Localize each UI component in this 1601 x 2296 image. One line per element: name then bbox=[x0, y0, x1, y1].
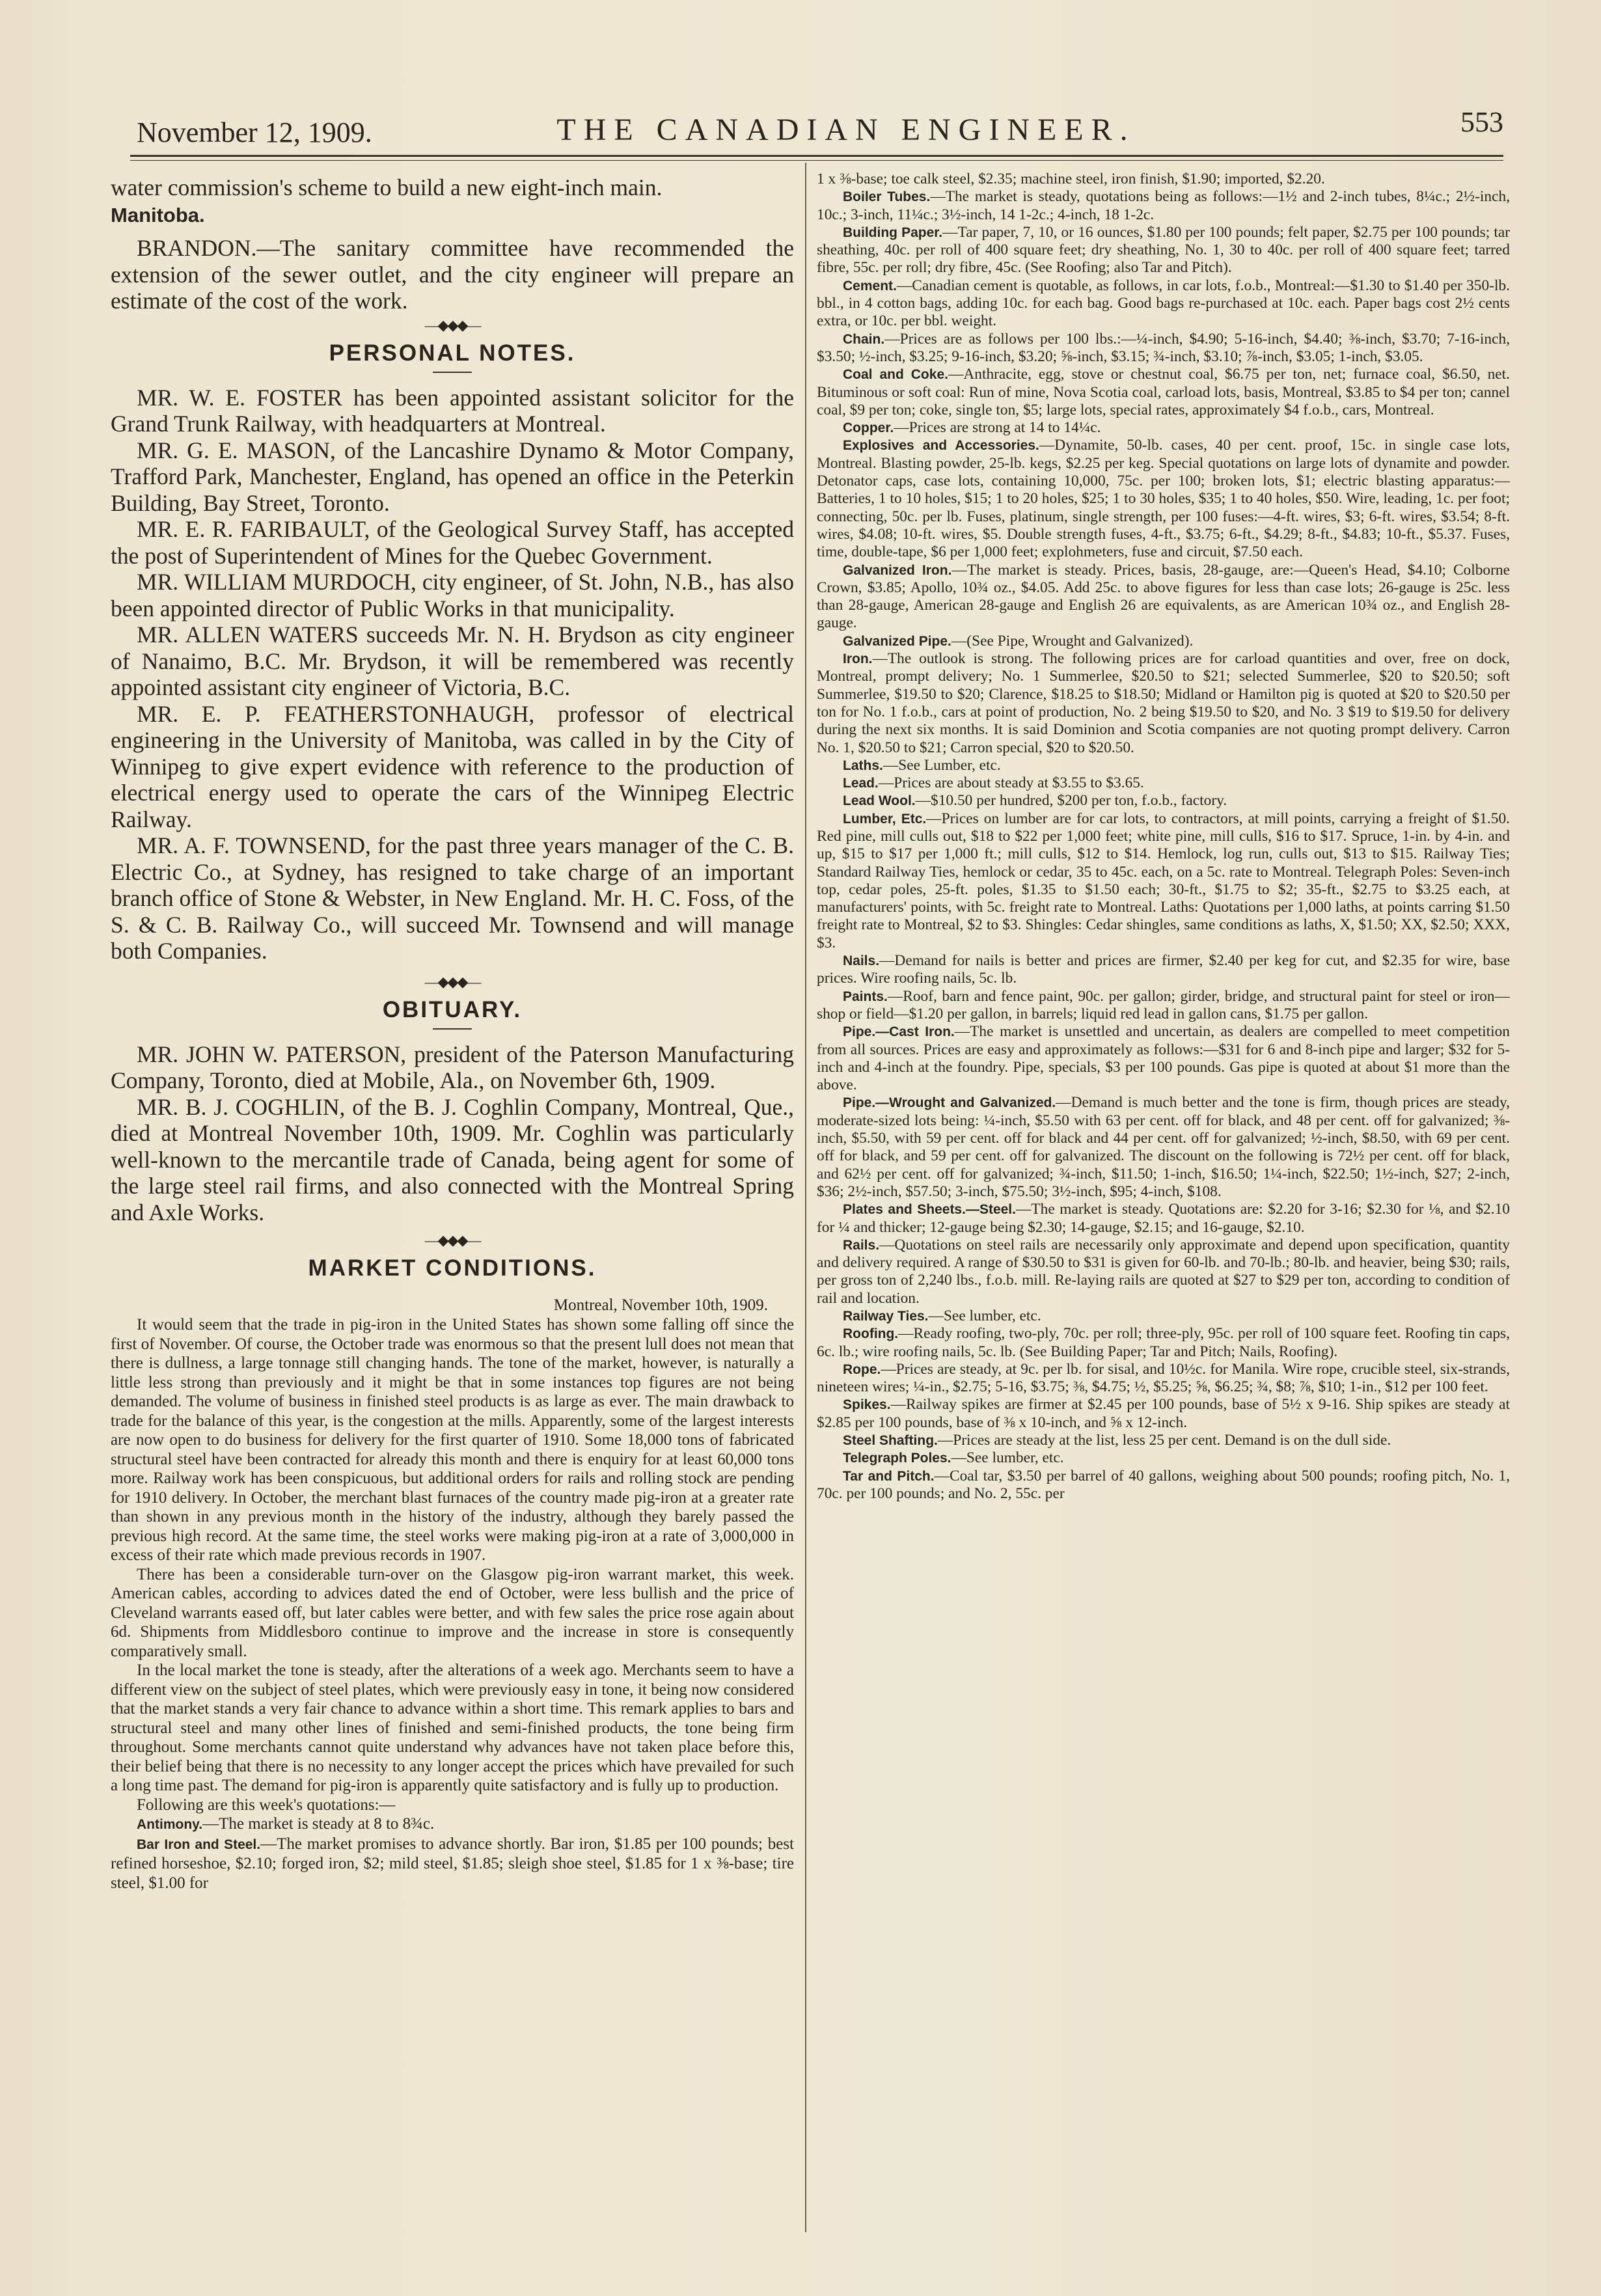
obituary-list bbox=[111, 1041, 794, 1226]
quotation-item: Coal and Coke.—Anthracite, egg, stove or chestnut coal, $6.75 per ton, net; furnace coal, $6.50, net. Bituminous or soft coal: Run of mine, Nova Scotia coal, carload lots, basis, Montreal, $3.85 to $4 per ton; cannel coal, $9 per ton; coke, single ton, $5; large lots, special rates, approximately $4 f.o.b., cars, Montreal. bbox=[817, 366, 1510, 418]
quotation-item: Iron.—The outlook is strong. The following prices are for carload quantities and over, free on dock, Montreal, prompt delivery; No. 1 Summerlee, $20.50 to $21; selected Summerlee, $20 to $20.50; soft Summerlee, $19.50 to $20; Clarence, $18.25 to $18.50; Midland or Hamilton pig is quoted at $20 to $20.50 per ton for No. 1 f.o.b., cars at point of production, No. 2 being $19.50 to $20, and No. 3 $19 to $19.50 for delivery during the next six months. It is said Dominion and Scotia companies are not quoting prompt delivery. Carron No. 1, $20.50 to $21; Carron special, $20 to $20.50. bbox=[817, 650, 1510, 756]
quotation-item: Copper.—Prices are strong at 14 to 14¼c. bbox=[843, 419, 1101, 437]
quotation-item: Paints.—Roof, barn and fence paint, 90c. per gallon; girder, bridge, and structural paint for steel or iron—shop or field—$1.20 per gallon, in barrels; liquid red lead in gallon cans, $1.75 per gallon. bbox=[817, 987, 1510, 1022]
quotation-item: Building Paper.—Tar paper, 7, 10, or 16 ounces, $1.80 per 100 pounds; felt paper, $2.75 per 100 pounds; tar sheathing, 40c. per roll of 400 square feet; dry sheathing, No. 1, 30 to 40c. per roll of 400 square feet; tarred fibre, 55c. per roll; dry fibre, 45c. (See Roofing; also Tar and Pitch). bbox=[817, 223, 1510, 277]
personal-notes-heading: PERSONAL NOTES. bbox=[329, 340, 576, 366]
quotation-item: Roofing.—Ready roofing, two-ply, 70c. per roll; three-ply, 95c. per roll of 100 square feet. Roofing tin caps, 6c. lb.; wire roofing nails, 5c. lb. (See Building Paper; Tar and Pitch; Nails, Roofing). bbox=[817, 1325, 1510, 1360]
quotation-item: Cement.—Canadian cement is quotable, as follows, in car lots, f.o.b., Montreal:—$1.30 to $1.40 per 350-lb. bbl., in 4 cotton bags, adding 10c. for each bag. Good bags re-purchased at 10c. each. Paper bags cost 2½ cents extra, or 10c. per bbl. weight. bbox=[817, 277, 1510, 330]
quotation-item: Explosives and Accessories.—Dynamite, 50-lb. cases, 40 per cent. proof, 15c. in single case lots, Montreal. Blasting powder, 25-lb. kegs, $2.25 per keg. Special quotations on large lots of dynamite and powder. Detonator caps, case lots, containing 10,000, 75c. per 100; broken lots, $1; electric blasting apparatus:—Batteries, 1 to 10 holes, $15; 1 to 20 holes, $25; 1 to 30 holes, $35; 1 to 40 holes, $50. Wire, leading, 1c. per foot; connecting, 50c. per lb. Fuses, platinum, single strength, per 100 fuses:—4-ft. wires, $3; 6-ft. wires, $3.54; 8-ft. wires, $4.08; 10-ft. wires, $5. Double strength fuses, 4-ft., $3.75; 6-ft., $4.29; 8-ft., $4.83; 10-ft., $5.37. Fuses, time, double-tape, $6 per 1,000 feet; explohmeters, fuse and circuit, $7.50 each. bbox=[817, 437, 1510, 561]
quotation-item: Nails.—Demand for nails is better and prices are firmer, $2.40 per keg for cut, and $2.35 for wire, base prices. Wire roofing nails, 5c. lb. bbox=[817, 952, 1510, 987]
quotation-item: Pipe.—Wrought and Galvanized.—Demand is much better and the tone is firm, though prices are steady, moderate-sized lots being: ¼-inch, $5.50 with 63 per cent. off for black, and 48 per cent. off for galvanized; ⅜-inch, $5.50, with 59 per cent. off for black and 44 per cent. off for galvanized; ½-inch, $8.50, with 69 per cent. off for black, and 59 per cent. off for galvanized. The discount on the following is 72½ per cent. off for black, and 62½ per cent. off for galvanized; ¾-inch, $11.50; 1-inch, $16.50; 1¼-inch, $22.50; 1½-inch, $27; 2-inch, $36; 2½-inch, $57.50; 3-inch, $75.50; 3½-inch, $95; 4-inch, $108. bbox=[817, 1094, 1510, 1200]
market-dateline: Montreal, November 10th, 1909. bbox=[553, 1296, 768, 1314]
quotation-item: Boiler Tubes.—The market is steady, quotations being as follows:—1½ and 2-inch tubes, 8¼c.; 2½-inch, 10c.; 3-inch, 11¼c.; 3½-inch, 14 1-2c.; 4-inch, 18 1-2c. bbox=[817, 188, 1510, 223]
header-rule bbox=[130, 155, 1503, 157]
market-report bbox=[111, 1315, 794, 1893]
obituary-entry: MR. B. J. COGHLIN, of the B. J. Coghlin Company, Montreal, Que., died at Montreal November 10th, 1909. Mr. Coghlin was particularly well-known to the mercantile trade of Canada, being agent for some of the large steel rail firms, and also connected with the Montreal Spring and Axle Works. bbox=[111, 1093, 794, 1225]
personal-note: MR. G. E. MASON, of the Lancashire Dynamo & Motor Company, Trafford Park, Manchester, England, has opened an office in the Peterkin Building, Bay Street, Toronto. bbox=[111, 437, 794, 516]
personal-notes-list bbox=[111, 385, 794, 964]
quotation-item: Bar Iron and Steel.—The market promises to advance shortly. Bar iron, $1.85 per 100 pounds; best refined horseshoe, $2.10; forged iron, $2; mild steel, $1.85; sleigh shoe steel, $1.85 for 1 x ⅜-base; tire steel, $1.00 for bbox=[111, 1835, 794, 1892]
quotation-item: Tar and Pitch.—Coal tar, $3.50 per barrel of 40 gallons, weighing about 500 pounds; roofing pitch, No. 1, 70c. per 100 pounds; and No. 2, 55c. per bbox=[817, 1467, 1510, 1502]
left-column bbox=[111, 174, 794, 2257]
personal-note: MR. E. R. FARIBAULT, of the Geological Survey Staff, has accepted the post of Superintendent of Mines for the Quebec Government. bbox=[111, 516, 794, 569]
brandon-paragraph: BRANDON.—The sanitary committee have recommended the extension of the sewer outlet, and the city engineer will prepare an estimate of the cost of the work. bbox=[111, 235, 794, 314]
issue-date: November 12, 1909. bbox=[137, 116, 372, 148]
quotation-item: Laths.—See Lumber, etc. bbox=[843, 756, 1001, 774]
market-conditions-heading: MARKET CONDITIONS. bbox=[308, 1255, 597, 1281]
right-column bbox=[817, 171, 1510, 2253]
market-paragraph: In the local market the tone is steady, after the alterations of a week ago. Merchants seem to have a different view on the subject of steel plates, which were previously easy in tone, it being now considered that the market stands a very fair chance to advance within a short time. This remark applies to bars and structural steel and many other lines of finished and semi-finished products, the tone being firm throughout. Some merchants cannot quite understand why advances have not taken place before this, their belief being that there is no necessity to any longer accept the prices which have prevailed for such a long time past. The demand for pig-iron is apparently quite satisfactory and is fully up to production. bbox=[111, 1661, 794, 1794]
column-divider bbox=[805, 163, 806, 2232]
quotation-item: Galvanized Iron.—The market is steady. Prices, basis, 28-gauge, are:—Queen's Head, $4.10; Colborne Crown, $3.85; Apollo, 10¾ oz., $4.05. Add 25c. to above figures for less than case lots; 26-gauge is 25c. less than 28-gauge, American 28-gauge and English 26 are equivalents, as are American 10¾ oz., and English 28-gauge. bbox=[817, 561, 1510, 632]
quotation-item: Railway Ties.—See lumber, etc. bbox=[843, 1307, 1041, 1324]
personal-note: MR. ALLEN WATERS succeeds Mr. N. H. Brydson as city engineer of Nanaimo, B.C. Mr. Brydson, it will be remembered was recently appointed assistant city engineer of Victoria, B.C. bbox=[111, 622, 794, 700]
quotation-item: Pipe.—Cast Iron.—The market is unsettled and uncertain, as dealers are compelled to meet competition from all sources. Prices are easy and approximately as follows:—$31 for 6 and 8-inch pipe and larger; $32 for 5-inch and 4-inch at the foundry. Pipe, specials, $3 per 100 pounds. Gas pipe is quoted at about $1 more than the above. bbox=[817, 1023, 1510, 1094]
manitoba-heading: Manitoba. bbox=[111, 203, 205, 226]
quotation-list bbox=[817, 188, 1510, 1503]
quotation-item: Plates and Sheets.—Steel.—The market is steady. Quotations are: $2.20 for 3-16; $2.30 for ⅛, and $2.10 for ¼ and thicker; 12-gauge being $2.30; 14-gauge, $2.15; and 16-gauge, $2.10. bbox=[817, 1201, 1510, 1236]
market-paragraph: It would seem that the trade in pig-iron in the United States has shown some falling off since the first of November. Of course, the October trade was enormous so that the present lull does not mean that there is dullness, a large tonnage still changing hands. The tone of the market, however, is naturally a little less strong than previously and it might be that in some instances top figures are not being demanded. The volume of business in finished steel products is as large as ever. The main drawback to trade for the balance of this year, is the congestion at the mills. Apparently, some of the largest interests are now open to do business for delivery for the first quarter of 1910. Some 18,000 tons of fabricated structural steel have been contracted for already this month and there is enquiry for at least 60,000 tons more. Railway work has been conspicuous, but additional orders for rails and rolling stock are pending for 1910 delivery. In October, the merchant blast furnaces of the country made pig-iron at a greater rate than shown in any previous month in the history of the industry, although they barely passed the previous high record. At the same time, the steel works were making pig-iron at a rate of 3,000,000 in excess of their rate which made previous records in 1907. bbox=[111, 1316, 794, 1564]
quotation-item: Rails.—Quotations on steel rails are necessarily only approximate and depend upon specification, quantity and delivery required. A range of $30.50 to $31 is given for 60-lb. and 70-lb.; 80-lb. and heavier, being $30; rails, per gross ton of 2,240 lbs., f.o.b. mill. Re-laying rails are quoted at $27 to $29 per ton, according to condition of rail and location. bbox=[817, 1236, 1510, 1307]
quotation-item: Antimony.—The market is steady at 8 to 8¾c. bbox=[137, 1815, 435, 1833]
quotation-item: Rope.—Prices are steady, at 9c. per lb. for sisal, and 10½c. for Manila. Wire rope, crucible steel, six-strands, nineteen wires; ¼-in., $2.75; 5-16, $3.75; ⅜, $4.75; ½, $5.25; ⅝, $6.25; ¾, $8; ⅞, $10; 1-in., $12 per 100 feet. bbox=[817, 1360, 1510, 1396]
quotation-item: Galvanized Pipe.—(See Pipe, Wrought and Galvanized). bbox=[843, 632, 1194, 649]
personal-note: MR. A. F. TOWNSEND, for the past three years manager of the C. B. Electric Co., at Sydney, has resigned to take charge of an important branch office of Stone & Webster, in New England. Mr. H. C. Foss, of the S. & C. B. Railway Co., will succeed Mr. Townsend and will manage both Companies. bbox=[111, 832, 794, 964]
market-paragraph: There has been a considerable turn-over on the Glasgow pig-iron warrant market, this week. American cables, according to advices dated the end of October, were less bullish and the price of Cleveland warrants eased off, but later cables were better, and with few sales the price rose again about 6d. Shipments from Middlesboro continue to improve and the increase in store is consequently comparatively small. bbox=[111, 1565, 794, 1660]
quotation-item: Lumber, Etc.—Prices on lumber are for car lots, to contractors, at mill points, carrying a freight of $1.50. Red pine, mill culls out, $18 to $22 per 1,000 feet; white pine, mill culls, $16 to $17. Spruce, 1-in. by 4-in. and up, $15 to $17 per 1,000 ft.; mill culls, $12 to $14. Hemlock, log run, culls out, $13 to $15. Railway Ties; Standard Railway Ties, hemlock or cedar, 35 to 45c. each, on a 5c. rate to Montreal. Telegraph Poles: Seven-inch top, cedar poles, 25-ft. poles, $1.35 to $1.50 each; 30-ft., $1.75 to $2; 35-ft., $2.75 to $3.25 each, at manufacturers' points, with 5c. freight rate to Montreal. Laths: Quotations per 1,000 laths, at points carring $1.50 freight rate to Montreal, $2 to $3. Shingles: Cedar shingles, same conditions as laths, X, $1.50; XX, $2.50; XXX, $3. bbox=[817, 810, 1510, 951]
quotation-item: Lead Wool.—$10.50 per hundred, $200 per ton, f.o.b., factory. bbox=[843, 792, 1227, 810]
quotation-item: Spikes.—Railway spikes are firmer at $2.45 per 100 pounds, base of 5½ x 9-16. Ship spikes are steady at $2.85 per 100 pounds, base of ⅜ x 10-inch, and ⅝ x 12-inch. bbox=[817, 1396, 1510, 1431]
quotation-item: Telegraph Poles.—See lumber, etc. bbox=[843, 1449, 1064, 1467]
quotation-item: Lead.—Prices are about steady at $3.55 to $3.65. bbox=[843, 774, 1144, 792]
ornament-divider: ―◆◆◆― bbox=[424, 316, 480, 333]
page-header bbox=[130, 98, 1503, 150]
header-rule-thin bbox=[130, 160, 1503, 161]
ornament-divider: ―◆◆◆― bbox=[424, 973, 480, 990]
continuation-paragraph: water commission's scheme to build a new eight-inch main. bbox=[111, 174, 663, 200]
ornament-divider: ―◆◆◆― bbox=[424, 1232, 480, 1248]
market-paragraph: Following are this week's quotations:— bbox=[137, 1796, 396, 1814]
personal-note: MR. E. P. FEATHERSTONHAUGH, professor of electrical engineering in the University of Manitoba, was called in by the City of Winnipeg to give expert evidence with reference to the production of electrical energy used to operate the cars of the Winnipeg Electric Railway. bbox=[111, 700, 794, 832]
quotation-item: Steel Shafting.—Prices are steady at the list, less 25 per cent. Demand is on the dull side. bbox=[843, 1432, 1391, 1449]
personal-note: MR. WILLIAM MURDOCH, city engineer, of St. John, N.B., has also been appointed director of Public Works in that municipality. bbox=[111, 569, 794, 622]
quotation-continuation: 1 x ⅜-base; toe calk steel, $2.35; machine steel, iron finish, $1.90; imported, $2.20. bbox=[817, 171, 1325, 187]
page-number: 553 bbox=[1460, 106, 1503, 138]
short-rule bbox=[433, 1028, 472, 1030]
obituary-entry: MR. JOHN W. PATERSON, president of the Paterson Manufacturing Company, Toronto, died at Mobile, Ala., on November 6th, 1909. bbox=[111, 1041, 794, 1093]
obituary-heading: OBITUARY. bbox=[382, 996, 523, 1022]
journal-title: THE CANADIAN ENGINEER. bbox=[556, 113, 1136, 147]
short-rule bbox=[433, 372, 472, 373]
personal-note: MR. W. E. FOSTER has been appointed assistant solicitor for the Grand Trunk Railway, with headquarters at Montreal. bbox=[111, 384, 794, 437]
quotation-item: Chain.—Prices are as follows per 100 lbs.:—¼-inch, $4.90; 5-16-inch, $4.40; ⅜-inch, $3.70; 7-16-inch, $3.50; ½-inch, $3.25; 9-16-inch, $3.20; ⅝-inch, $3.15; ¾-inch, $3.10; ⅞-inch, $3.05; 1-inch, $3.05. bbox=[817, 330, 1510, 365]
